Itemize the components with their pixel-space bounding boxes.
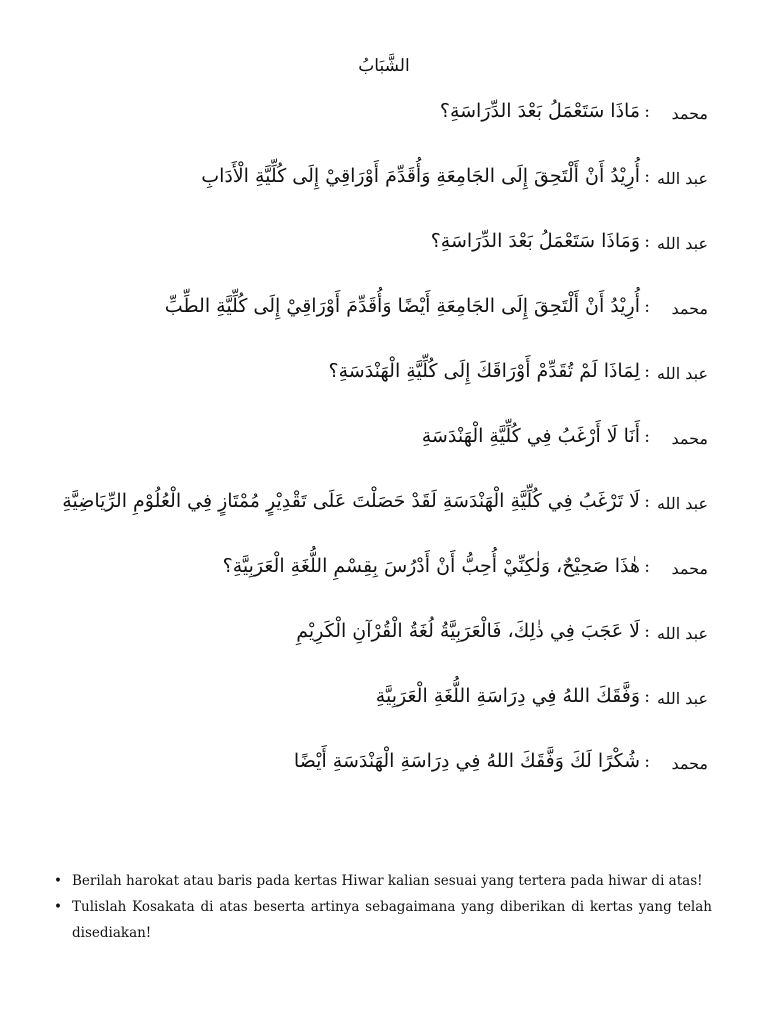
instructions-list	[52, 868, 712, 946]
instruction-item	[52, 868, 712, 894]
speaker-name: عبد الله	[656, 494, 708, 513]
dialogue-line	[0, 356, 768, 396]
utterance: وَمَاذَا سَتَعْمَلُ بَعْدَ الدِّرَاسَةِ؟	[430, 230, 640, 252]
speaker-name: عبد الله	[656, 169, 708, 188]
dialogue-line	[0, 421, 768, 461]
utterance: هٰذَا صَحِيْحٌ، وَلٰكِنِّيْ أُحِبُّ أَنْ أَدْرُسَ بِقِسْمِ اللُّغَةِ الْعَرَبِيَّةِ؟	[222, 555, 640, 577]
separator: :	[644, 167, 650, 187]
speaker-name: عبد الله	[656, 624, 708, 643]
page-title: الشَّبَابُ	[358, 56, 410, 76]
separator: :	[644, 297, 650, 317]
dialogue-line	[0, 96, 768, 136]
utterance: شُكْرًا لَكَ وَفَّقَكَ اللهُ فِي دِرَاسَةِ الْهَنْدَسَةِ أَيْضًا	[293, 750, 640, 772]
speaker-name: عبد الله	[656, 234, 708, 253]
utterance: أُرِيْدُ أَنْ أَلْتَحِقَ إِلَى الجَامِعَةِ أَيْضًا وَأُقَدِّمَ أَوْرَاقِيْ إِلَى كُلِّيَّةِ الطِّبِّ	[164, 295, 640, 317]
separator: :	[644, 622, 650, 642]
separator: :	[644, 557, 650, 577]
speaker-name: محمد	[671, 299, 708, 318]
dialogue-line	[0, 746, 768, 786]
bullet-icon: •	[54, 899, 62, 915]
dialogue-line	[0, 161, 768, 201]
speaker-name: محمد	[671, 104, 708, 123]
utterance: لَا عَجَبَ فِي ذٰلِكَ، فَالْعَرَبِيَّةُ لُغَةُ الْقُرْآنِ الْكَرِيْمِ	[296, 620, 640, 642]
instruction-text: Berilah harokat atau baris pada kertas Hiwar kalian sesuai yang tertera pada hiwar di atas!	[72, 873, 703, 889]
speaker-name: عبد الله	[656, 364, 708, 383]
dialogue-line	[0, 291, 768, 331]
utterance: لِمَاذَا لَمْ تُقَدِّمْ أَوْرَاقَكَ إِلَى كُلِّيَّةِ الْهَنْدَسَةِ؟	[328, 360, 640, 382]
instruction-text: Tulislah Kosakata di atas beserta artinya sebagaimana yang diberikan di kertas yang telah disediakan!	[72, 899, 712, 941]
utterance: لَا تَرْغَبُ فِي كُلِّيَّةِ الْهَنْدَسَةِ لَقَدْ حَصَلْتَ عَلَى تَقْدِيْرٍ مُمْتَازٍ فِي الْعُلُوْمِ الرِّيَاضِيَّةِ	[62, 490, 640, 512]
speaker-name: محمد	[671, 754, 708, 773]
speaker-name: محمد	[671, 429, 708, 448]
separator: :	[644, 427, 650, 447]
dialogue-line	[0, 226, 768, 266]
dialogue-line	[0, 486, 768, 526]
dialogue-line	[0, 551, 768, 591]
utterance: أَنَا لَا أَرْغَبُ فِي كُلِّيَّةِ الْهَنْدَسَةِ	[421, 425, 640, 447]
separator: :	[644, 362, 650, 382]
dialogue-line	[0, 616, 768, 656]
separator: :	[644, 102, 650, 122]
separator: :	[644, 687, 650, 707]
instruction-item	[52, 894, 712, 946]
separator: :	[644, 752, 650, 772]
utterance: وَفَّقَكَ اللهُ فِي دِرَاسَةِ اللُّغَةِ الْعَرَبِيَّةِ	[375, 685, 640, 707]
utterance: أُرِيْدُ أَنْ أَلْتَحِقَ إِلَى الجَامِعَةِ وَأُقَدِّمَ أَوْرَاقِيْ إِلَى كُلِّيَّةِ الْأَدَابِ	[201, 165, 640, 187]
speaker-name: محمد	[671, 559, 708, 578]
utterance: مَاذَا سَتَعْمَلُ بَعْدَ الدِّرَاسَةِ؟	[439, 100, 640, 122]
separator: :	[644, 232, 650, 252]
speaker-name: عبد الله	[656, 689, 708, 708]
separator: :	[644, 492, 650, 512]
bullet-icon: •	[54, 873, 62, 889]
dialogue-line	[0, 681, 768, 721]
